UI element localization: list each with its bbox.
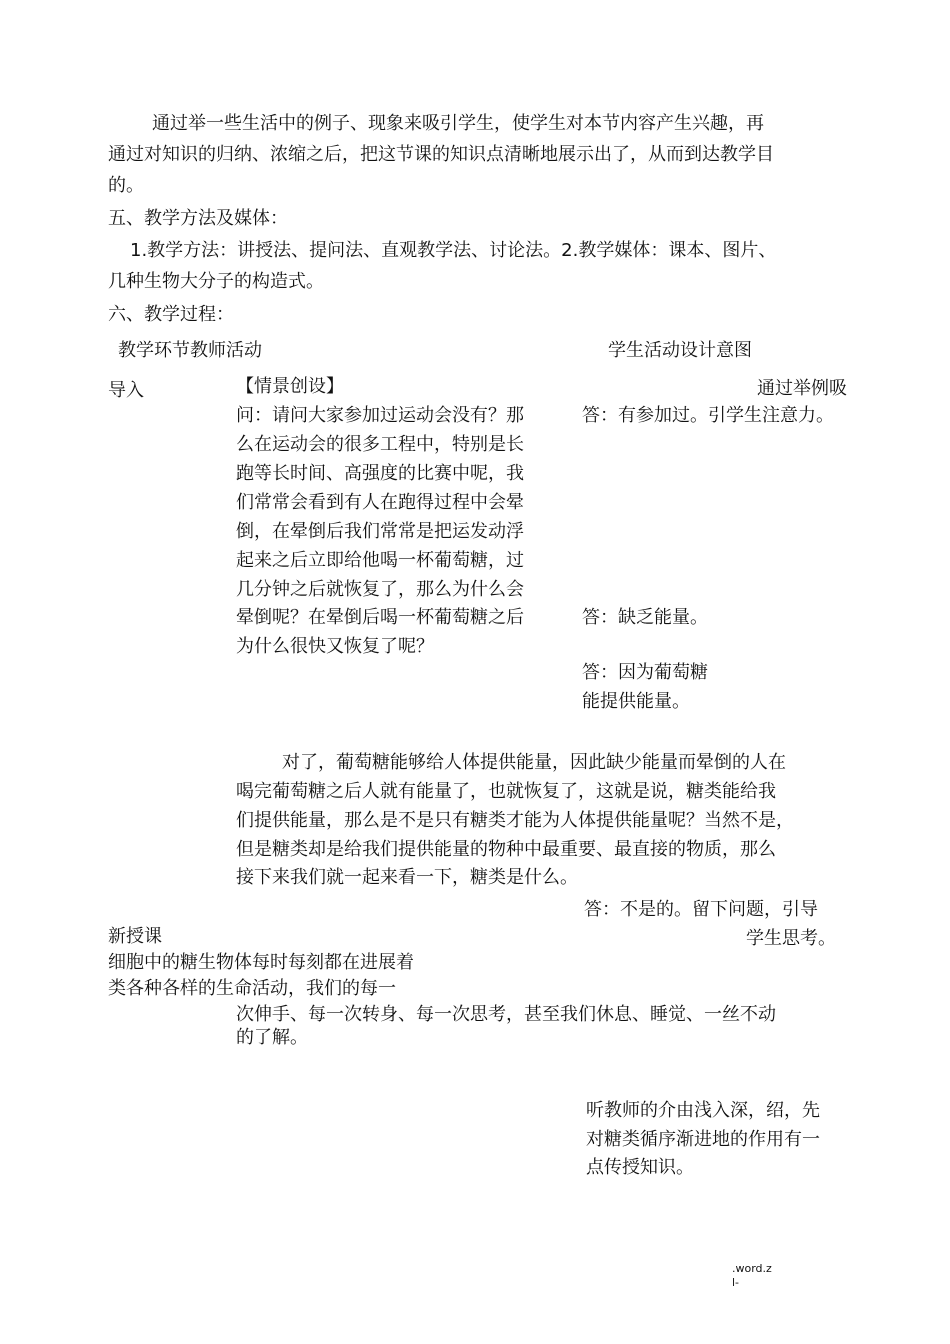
teacher-line: 跑等长时间、高强度的比赛中呢，我: [236, 463, 524, 484]
explain-line: 对了，葡萄糖能够给人体提供能量，因此缺少能量而晕倒的人在: [282, 752, 786, 773]
intro-line-3: 的。: [108, 175, 144, 196]
stage-label-intro: 导入: [108, 380, 144, 401]
explain-line: 但是糖类却是给我们提供能量的物种中最重要、最直接的物质，那么: [236, 839, 776, 860]
explain-line: 接下来我们就一起来看一下，糖类是什么。: [236, 867, 578, 888]
intent-top: 通过举例吸: [757, 378, 847, 399]
teacher-line: 起来之后立即给他喝一杯葡萄糖，过: [236, 550, 524, 571]
student-note-line-2: 对糖类循序渐进地的作用有一: [586, 1129, 820, 1150]
intro-line-1: 通过举一些生活中的例子、现象来吸引学生，使学生对本节内容产生兴趣，再: [152, 113, 764, 134]
section5-line-2: 几种生物大分子的构造式。: [108, 271, 324, 292]
section5-heading: 五、教学方法及媒体：: [108, 208, 288, 229]
explain-line: 喝完葡萄糖之后人就有能量了，也就恢复了，这就是说，糖类能给我: [236, 781, 776, 802]
table-header-left: 教学环节教师活动: [118, 340, 262, 361]
student-answer-4-cont: 学生思考。: [746, 928, 836, 949]
new-lesson-line-2: 类各种各样的生命活动，我们的每一: [108, 978, 396, 999]
section5-line-1: 1.教学方法：讲授法、提问法、直观教学法、讨论法。2.教学媒体：课本、图片、: [130, 240, 777, 261]
student-answer-3-line-1: 答：因为葡萄糖: [582, 662, 708, 683]
new-lesson-cont-1: 次伸手、每一次转身、每一次思考，甚至我们休息、睡觉、一丝不动: [236, 1004, 776, 1025]
stage-label-new-lesson: 新授课: [108, 926, 162, 947]
student-note-line-3: 点传授知识。: [586, 1157, 694, 1178]
teacher-line: 问：请问大家参加过运动会没有？那: [236, 405, 524, 426]
student-answer-4: 答：不是的。留下问题，引导: [584, 899, 818, 920]
student-answer-1: 答：有参加过。引学生注意力。: [582, 405, 834, 426]
teacher-line: 几分钟之后就恢复了，那么为什么会: [236, 579, 524, 600]
intro-line-2: 通过对知识的归纳、浓缩之后，把这节课的知识点清晰地展示出了，从而到达教学目: [108, 144, 774, 165]
footer-line-2: l-: [732, 1276, 740, 1289]
scenario-title: 【情景创设】: [236, 376, 344, 397]
section6-heading: 六、教学过程：: [108, 304, 234, 325]
explain-line: 们提供能量，那么是不是只有糖类才能为人体提供能量呢？当然不是，: [236, 810, 794, 831]
teacher-line: 为什么很快又恢复了呢？: [236, 636, 434, 657]
new-lesson-line-1: 细胞中的糖生物体每时每刻都在进展着: [108, 952, 414, 973]
student-answer-2: 答：缺乏能量。: [582, 607, 708, 628]
student-answer-3-line-2: 能提供能量。: [582, 691, 690, 712]
teacher-line: 么在运动会的很多工程中，特别是长: [236, 434, 524, 455]
teacher-line: 倒，在晕倒后我们常常是把运发动浮: [236, 521, 524, 542]
table-header-right: 学生活动设计意图: [608, 340, 752, 361]
teacher-line: 晕倒呢？在晕倒后喝一杯葡萄糖之后: [236, 607, 524, 628]
footer-line-1: .word.z: [732, 1262, 772, 1275]
teacher-line: 们常常会看到有人在跑得过程中会晕: [236, 492, 524, 513]
student-note-line-1: 听教师的介由浅入深，绍，先: [586, 1100, 820, 1121]
new-lesson-cont-2: 的了解。: [236, 1027, 308, 1048]
